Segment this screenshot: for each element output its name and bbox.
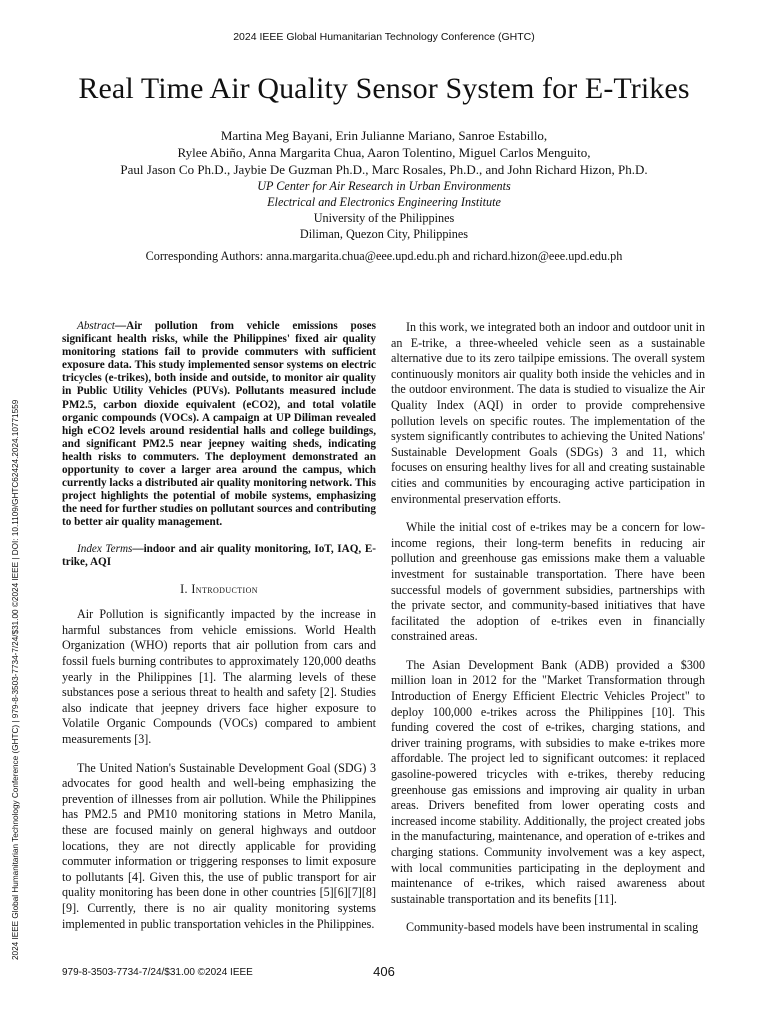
paragraph: Air Pollution is significantly impacted by the increase in harmful substances from vehicle emissions. World Health Organization (WHO) reports that air pollution from cars and fossil fuels burning contributes to approximately 120,000 deaths yearly in the Philippines [1]. The alarming levels of these substances pose a serious threat to health and safety [2]. Studies also indicate that jeepney drivers face higher exposure to Volatile Organic Compounds (VOCs) compared to ambient measurements [3]. <box>62 607 376 747</box>
left-column <box>62 320 376 945</box>
index-terms <box>62 543 376 569</box>
affiliation-university: University of the Philippines <box>313 211 455 225</box>
sidebar-citation-text: 2024 IEEE Global Humanitarian Technology Conference (GHTC) | 979-8-3503-7734-7/24/$31.00 ©2024 IEEE | DOI: 10.1109/GHTC62424.2024.10771559 <box>11 399 20 960</box>
paragraph: While the initial cost of e-trikes may be a concern for low-income regions, their long-term benefits in reducing air pollution and greenhouse gas emissions make them a valuable investment for sustainable transportation. There have been successful models of government subsidies, partnerships with the private sector, and community-based initiatives that have facilitated the adoption of e-trikes even in financially constrained areas. <box>391 520 705 644</box>
abstract-text: —Air pollution from vehicle emissions poses significant health risks, while the Philippines' fixed air quality monitoring stations fail to provide commuters with sufficient exposure data. This study implemented sensor systems on electric tricycles (e-trikes), both inside and outside, to monitor air quality in Public Utility Vehicles (PUVs). Pollutants measured include PM2.5, carbon dioxide equivalent (eCO2), and total volatile organic compounds (VOCs). A campaign at UP Diliman revealed high eCO2 levels around residential halls and college buildings, and significant PM2.5 near jeepney waiting sheds, indicating health risks to commuters. The deployment demonstrated an opportunity to cover a larger area around the campus, which currently lacks a distributed air quality monitoring network. This project highlights the potential of mobile systems, emphasizing the need for further studies on pollutant sources and contributing to better air quality management. <box>62 320 376 529</box>
corresponding-authors: Corresponding Authors: anna.margarita.chua@eee.upd.edu.ph and richard.hizon@eee.upd.edu.ph <box>145 249 623 263</box>
paragraph: The Asian Development Bank (ADB) provided a $300 million loan in 2012 for the "Market Transformation through Introduction of Energy Efficient Electric Vehicles Project" to deploy 100,000 e-trikes across the Philippines [10]. This funding covered the cost of e-trikes, charging stations, and driver training programs, with subsidies to make e-trikes more affordable. The project led to significant outcomes: it replaced gasoline-powered tricycles with e-trikes, thereby reducing greenhouse gas emissions and improving air quality in urban areas. Drivers benefited from lower operating costs and increased income stability. Additionally, the project created jobs in the manufacturing, maintenance, and operation of e-trikes and charging stations. Community involvement was a key aspect, with local communities participating in the deployment and maintenance of e-trikes, which raised awareness about sustainable transportation and its benefits [11]. <box>391 657 705 906</box>
affiliation-institute: Electrical and Electronics Engineering Institute <box>267 195 501 209</box>
conference-header: 2024 IEEE Global Humanitarian Technology Conference (GHTC) <box>233 31 535 43</box>
paragraph: In this work, we integrated both an indoor and outdoor unit in an E-trike, a three-wheeled vehicle seen as a sustainable alternative due to its zero tailpipe emissions. The overall system continuously monitors air quality both inside the vehicles and in the outdoor environment. The data is studied to visualize the Air Quality Index (AQI) in order to provide comprehensive pollution levels on specific routes. The implementation of the system significantly contributes to achieving the United Nations' Sustainable Development Goals (SDGs) 3 and 11, which focuses on ensuring healthy lives for all and creating sustainable cities and communities by encouraging active participation in environmental preservation efforts. <box>391 320 705 506</box>
footer-isbn: 979-8-3503-7734-7/24/$31.00 ©2024 IEEE <box>62 967 253 978</box>
affiliation <box>40 178 728 242</box>
abstract-label: Abstract <box>77 320 115 332</box>
paragraph: The United Nation's Sustainable Development Goal (SDG) 3 advocates for good health and well-being emphasizing the prevention of illnesses from air pollution. While the Philippines has PM2.5 and PM10 monitoring stations in Metro Manila, these are focused mainly on general highways and outdoor locations, they are not directly applicable for providing commuter information or triggering responses to limit exposure to pollutants [4]. Given this, the use of public transport for air quality monitoring has been done in other countries [5][6][7][8][9]. Currently, there is no air quality monitoring systems implemented in public transportation vehicles in the Philippines. <box>62 760 376 931</box>
author-line: Martina Meg Bayani, Erin Julianne Mariano, Sanroe Estabillo, <box>220 128 548 143</box>
index-terms-text: —indoor and air quality monitoring, IoT, IAQ, E-trike, AQI <box>62 542 377 568</box>
author-line: Rylee Abiño, Anna Margarita Chua, Aaron Tolentino, Miguel Carlos Menguito, <box>177 145 591 160</box>
page-number: 406 <box>373 964 395 979</box>
affiliation-center: UP Center for Air Research in Urban Environments <box>257 179 511 193</box>
author-list <box>40 127 728 178</box>
section-heading-introduction: I. Introduction <box>180 581 258 596</box>
index-terms-label: Index Terms <box>77 542 133 555</box>
abstract <box>62 320 376 530</box>
paper-title: Real Time Air Quality Sensor System for E-Trikes <box>78 72 690 105</box>
paragraph: Community-based models have been instrumental in scaling <box>406 920 699 935</box>
affiliation-location: Diliman, Quezon City, Philippines <box>299 227 469 241</box>
author-line: Paul Jason Co Ph.D., Jaybie De Guzman Ph.D., Marc Rosales, Ph.D., and John Richard Hizon, Ph.D. <box>120 162 648 177</box>
right-column <box>391 320 705 949</box>
